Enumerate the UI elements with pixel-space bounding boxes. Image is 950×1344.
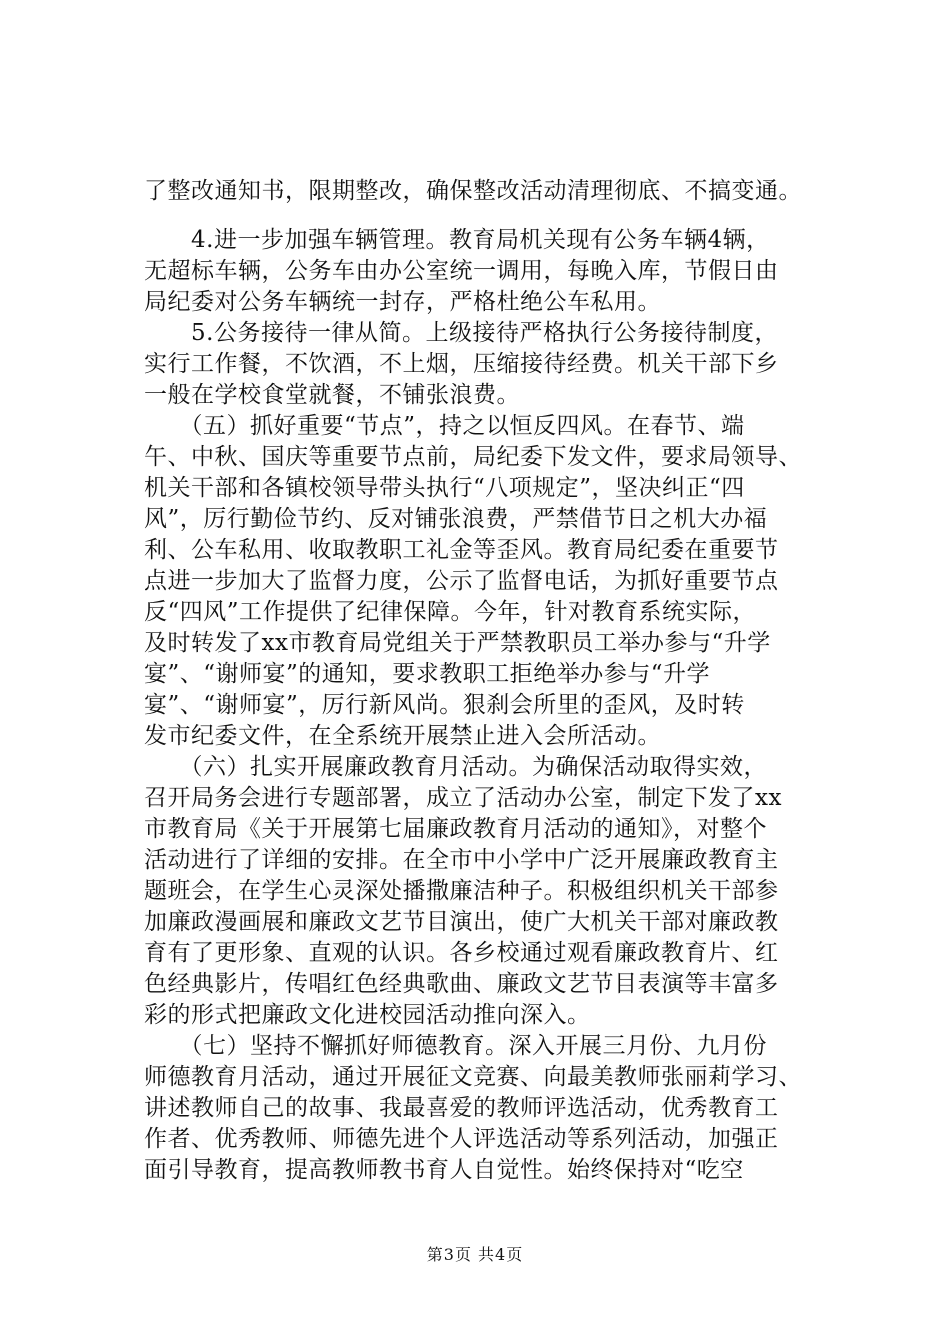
text-line: 活动进行了详细的安排。在全市中小学中广泛开展廉政教育主 xyxy=(144,847,779,873)
text-line: 讲述教师自己的故事、我最喜爱的教师评选活动，优秀教育工 xyxy=(144,1095,779,1121)
text-line: 局纪委对公务车辆统一封存，严格杜绝公车私用。 xyxy=(144,289,661,315)
text-line: 一般在学校食堂就餐，不铺张浪费。 xyxy=(144,382,520,408)
text-line: 市教育局《关于开展第七届廉政教育月活动的通知》，对整个 xyxy=(144,816,767,842)
text-line: 午、中秋、国庆等重要节点前，局纪委下发文件，要求局领导、 xyxy=(144,444,802,470)
text-line: 无超标车辆，公务车由办公室统一调用，每晚入库，节假日由 xyxy=(144,258,779,284)
text-line: 面引导教育，提高教师教书育人自觉性。始终保持对“吃空 xyxy=(144,1157,744,1183)
text-line: 召开局务会进行专题部署，成立了活动办公室，制定下发了xx xyxy=(144,785,782,811)
text-line: 利、公车私用、收取教职工礼金等歪风。教育局纪委在重要节 xyxy=(144,537,779,563)
page-number: 第3页 共4页 xyxy=(426,1245,524,1264)
text-line: 反“四风”工作提供了纪律保障。今年，针对教育系统实际， xyxy=(144,599,757,625)
text-line: 育有了更形象、直观的认识。各乡校通过观看廉政教育片、红 xyxy=(144,940,779,966)
text-line: 发市纪委文件，在全系统开展禁止进入会所活动。 xyxy=(144,723,661,749)
text-line: 了整改通知书，限期整改，确保整改活动清理彻底、不搞变通。 xyxy=(144,178,802,204)
text-line: 及时转发了xx市教育局党组关于严禁教职员工举办参与“升学 xyxy=(144,630,771,656)
paragraph-gap xyxy=(144,207,834,225)
text-line: （六）扎实开展廉政教育月活动。为确保活动取得实效， xyxy=(144,754,767,780)
text-line: 加廉政漫画展和廉政文艺节目演出，使广大机关干部对廉政教 xyxy=(144,909,779,935)
document-body xyxy=(144,176,834,1186)
text-line: 色经典影片，传唱红色经典歌曲、廉政文艺节目表演等丰富多 xyxy=(144,971,779,997)
text-line: 5.公务接待一律从简。上级接待严格执行公务接待制度， xyxy=(144,320,778,346)
text-line: 师德教育月活动，通过开展征文竞赛、向最美教师张丽莉学习、 xyxy=(144,1064,802,1090)
text-line: 作者、优秀教师、师德先进个人评选活动等系列活动，加强正 xyxy=(144,1126,779,1152)
text-line: 实行工作餐，不饮酒，不上烟，压缩接待经费。机关干部下乡 xyxy=(144,351,779,377)
text-line: 宴”、“谢师宴”的通知，要求教职工拒绝举办参与“升学 xyxy=(144,661,711,687)
text-line: 彩的形式把廉政文化进校园活动推向深入。 xyxy=(144,1002,591,1028)
text-line: 宴”、“谢师宴”，厉行新风尚。狠刹会所里的歪风，及时转 xyxy=(144,692,745,718)
text-line: 点进一步加大了监督力度，公示了监督电话，为抓好重要节点 xyxy=(144,568,779,594)
text-line: 机关干部和各镇校领导带头执行“八项规定”，坚决纠正“四 xyxy=(144,475,745,501)
text-line: （五）抓好重要“节点”，持之以恒反四风。在春节、端 xyxy=(144,413,745,439)
text-line: （七）坚持不懈抓好师德教育。深入开展三月份、九月份 xyxy=(144,1033,767,1059)
text-line: 风”，厉行勤俭节约、反对铺张浪费，严禁借节日之机大办福 xyxy=(144,506,768,532)
text-line: 4.进一步加强车辆管理。教育局机关现有公务车辆4辆， xyxy=(144,227,770,253)
text-line: 题班会，在学生心灵深处播撒廉洁种子。积极组织机关干部参 xyxy=(144,878,779,904)
